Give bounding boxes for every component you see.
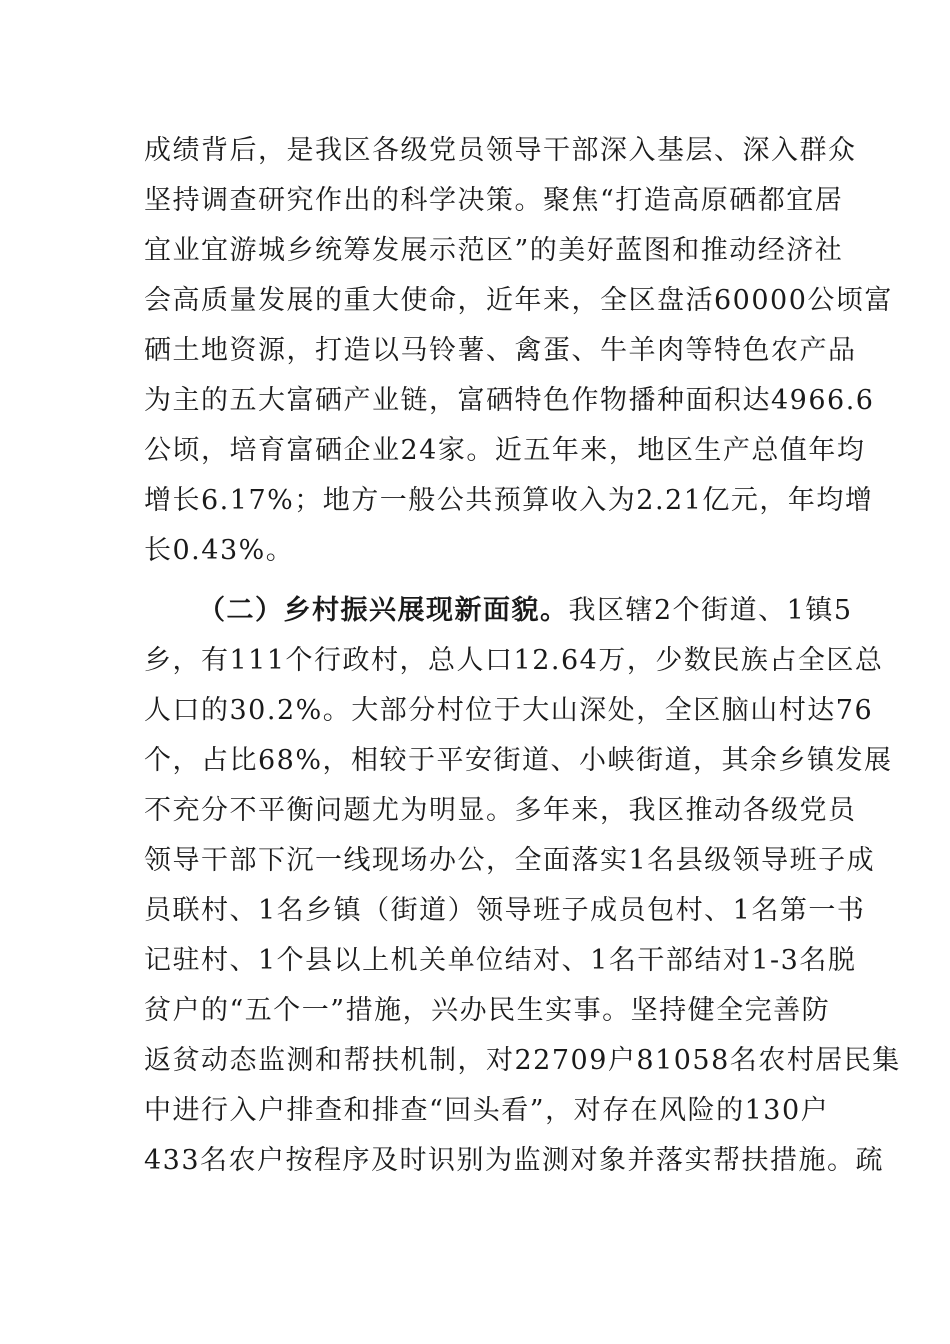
text-line: 成绩背后，是我区各级党员领导干部深入基层、深入群众 — [144, 135, 857, 166]
text-line: 人口的30.2%。大部分村位于大山深处，全区脑山村达76 — [144, 695, 874, 726]
paragraph-first-line — [198, 586, 853, 636]
text-line: 433名农户按程序及时识别为监测对象并落实帮扶措施。疏 — [144, 1145, 885, 1176]
text-line: 会高质量发展的重大使命，近年来，全区盘活60000公顷富 — [144, 285, 893, 316]
section-heading: （二）乡村振兴展现新面貌。 — [198, 595, 569, 626]
text-line: 中进行入户排查和排查“回头看”，对存在风险的130户 — [144, 1095, 830, 1126]
text-line: 记驻村、1个县以上机关单位结对、1名干部结对1-3名脱 — [144, 945, 857, 976]
text-line: 长0.43%。 — [144, 535, 295, 566]
text-line: 个，占比68%，相较于平安街道、小峡街道，其余乡镇发展 — [144, 745, 893, 776]
text-line: 宜业宜游城乡统筹发展示范区”的美好蓝图和推动经济社 — [144, 235, 844, 266]
text-line: 增长6.17%；地方一般公共预算收入为2.21亿元，年均增 — [144, 485, 874, 516]
text-line: 领导干部下沉一线现场办公，全面落实1名县级领导班子成 — [144, 845, 876, 876]
text-line: 为主的五大富硒产业链，富硒特色作物播种面积达4966.6 — [144, 385, 875, 416]
text-span: 我区辖2个街道、1镇5 — [568, 595, 853, 626]
text-line: 公顷，培育富硒企业24家。近五年来，地区生产总值年均 — [144, 435, 866, 466]
text-line: 硒土地资源，打造以马铃薯、禽蛋、牛羊肉等特色农产品 — [144, 335, 857, 366]
text-line: 员联村、1名乡镇（街道）领导班子成员包村、1名第一书 — [144, 895, 866, 926]
text-line: 贫户的“五个一”措施，兴办民生实事。坚持健全完善防 — [144, 995, 831, 1026]
text-line: 不充分不平衡问题尤为明显。多年来，我区推动各级党员 — [144, 795, 857, 826]
text-line: 坚持调查研究作出的科学决策。聚焦“打造高原硒都宜居 — [144, 185, 844, 216]
text-line: 乡，有111个行政村，总人口12.64万，少数民族占全区总 — [144, 645, 884, 676]
text-line: 返贫动态监测和帮扶机制，对22709户81058名农村居民集 — [144, 1045, 901, 1076]
